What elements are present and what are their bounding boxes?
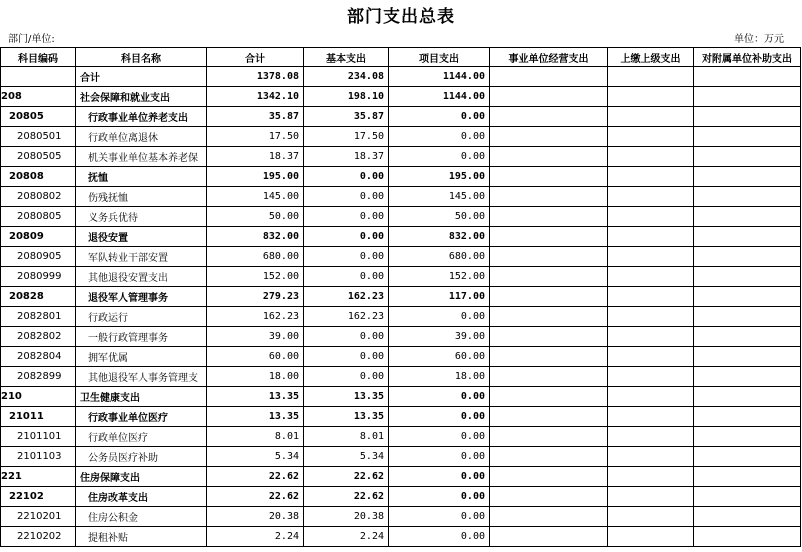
project-cell: 0.00 xyxy=(389,407,490,427)
subsidy-cell xyxy=(694,387,801,407)
header-cell: 上缴上级支出 xyxy=(608,48,694,67)
name-cell: 拥军优属 xyxy=(76,347,207,367)
business-cell xyxy=(490,147,608,167)
remit-cell xyxy=(608,367,694,387)
basic-cell: 18.37 xyxy=(304,147,389,167)
subsidy-cell xyxy=(694,247,801,267)
name-cell: 卫生健康支出 xyxy=(76,387,207,407)
total-cell: 5.34 xyxy=(207,447,304,467)
total-cell: 18.00 xyxy=(207,367,304,387)
project-cell: 50.00 xyxy=(389,207,490,227)
name-cell: 行政事业单位医疗 xyxy=(76,407,207,427)
department-label: 部门/单位: xyxy=(8,34,55,45)
business-cell xyxy=(490,267,608,287)
subsidy-cell xyxy=(694,487,801,507)
code-cell: 2080805 xyxy=(1,207,76,227)
remit-cell xyxy=(608,527,694,547)
name-cell: 军队转业干部安置 xyxy=(76,247,207,267)
code-cell: 2210202 xyxy=(1,527,76,547)
business-cell xyxy=(490,387,608,407)
total-cell: 162.23 xyxy=(207,307,304,327)
subsidy-cell xyxy=(694,87,801,107)
project-cell: 0.00 xyxy=(389,527,490,547)
name-cell: 行政事业单位养老支出 xyxy=(76,107,207,127)
table-row xyxy=(1,407,801,427)
project-cell: 145.00 xyxy=(389,187,490,207)
business-cell xyxy=(490,527,608,547)
project-cell: 0.00 xyxy=(389,487,490,507)
business-cell xyxy=(490,367,608,387)
subsidy-cell xyxy=(694,227,801,247)
basic-cell: 162.23 xyxy=(304,307,389,327)
total-cell: 39.00 xyxy=(207,327,304,347)
basic-cell: 0.00 xyxy=(304,247,389,267)
table-row xyxy=(1,87,801,107)
remit-cell xyxy=(608,327,694,347)
business-cell xyxy=(490,307,608,327)
project-cell: 152.00 xyxy=(389,267,490,287)
code-cell: 20828 xyxy=(1,287,76,307)
project-cell: 0.00 xyxy=(389,107,490,127)
business-cell xyxy=(490,467,608,487)
subsidy-cell xyxy=(694,427,801,447)
project-cell: 680.00 xyxy=(389,247,490,267)
code-cell: 2080505 xyxy=(1,147,76,167)
code-cell: 2101101 xyxy=(1,427,76,447)
name-cell: 行政单位离退休 xyxy=(76,127,207,147)
business-cell xyxy=(490,287,608,307)
basic-cell: 0.00 xyxy=(304,227,389,247)
name-cell: 其他退役军人事务管理支 xyxy=(76,367,207,387)
header-cell: 科目名称 xyxy=(76,48,207,67)
subsidy-cell xyxy=(694,267,801,287)
remit-cell xyxy=(608,107,694,127)
basic-cell: 13.35 xyxy=(304,407,389,427)
table-row xyxy=(1,107,801,127)
total-cell: 50.00 xyxy=(207,207,304,227)
table-row xyxy=(1,307,801,327)
remit-cell xyxy=(608,407,694,427)
subsidy-cell xyxy=(694,467,801,487)
code-cell: 2082804 xyxy=(1,347,76,367)
code-cell: 210 xyxy=(1,387,76,407)
business-cell xyxy=(490,487,608,507)
remit-cell xyxy=(608,467,694,487)
table-row xyxy=(1,247,801,267)
remit-cell xyxy=(608,487,694,507)
code-cell: 2082801 xyxy=(1,307,76,327)
project-cell: 18.00 xyxy=(389,367,490,387)
basic-cell: 0.00 xyxy=(304,167,389,187)
header-cell: 基本支出 xyxy=(304,48,389,67)
expenditure-table xyxy=(0,47,801,547)
header-cell: 合计 xyxy=(207,48,304,67)
remit-cell xyxy=(608,227,694,247)
subsidy-cell xyxy=(694,207,801,227)
total-cell: 152.00 xyxy=(207,267,304,287)
business-cell xyxy=(490,447,608,467)
project-cell: 1144.00 xyxy=(389,67,490,87)
remit-cell xyxy=(608,307,694,327)
name-cell: 其他退役安置支出 xyxy=(76,267,207,287)
code-cell: 2101103 xyxy=(1,447,76,467)
name-cell: 抚恤 xyxy=(76,167,207,187)
table-row xyxy=(1,507,801,527)
remit-cell xyxy=(608,147,694,167)
header-row xyxy=(1,48,801,67)
code-cell: 2210201 xyxy=(1,507,76,527)
basic-cell: 2.24 xyxy=(304,527,389,547)
total-cell: 18.37 xyxy=(207,147,304,167)
header-cell: 对附属单位补助支出 xyxy=(694,48,801,67)
project-cell: 0.00 xyxy=(389,127,490,147)
total-cell: 8.01 xyxy=(207,427,304,447)
subsidy-cell xyxy=(694,187,801,207)
table-row xyxy=(1,347,801,367)
table-row xyxy=(1,327,801,347)
code-cell: 20805 xyxy=(1,107,76,127)
name-cell: 义务兵优待 xyxy=(76,207,207,227)
table-row xyxy=(1,427,801,447)
subsidy-cell xyxy=(694,107,801,127)
remit-cell xyxy=(608,247,694,267)
total-cell: 13.35 xyxy=(207,407,304,427)
total-cell: 145.00 xyxy=(207,187,304,207)
total-cell: 22.62 xyxy=(207,487,304,507)
total-cell: 832.00 xyxy=(207,227,304,247)
project-cell: 60.00 xyxy=(389,347,490,367)
basic-cell: 0.00 xyxy=(304,207,389,227)
table-row xyxy=(1,527,801,547)
remit-cell xyxy=(608,87,694,107)
table-row xyxy=(1,267,801,287)
remit-cell xyxy=(608,347,694,367)
business-cell xyxy=(490,67,608,87)
basic-cell: 35.87 xyxy=(304,107,389,127)
name-cell: 行政单位医疗 xyxy=(76,427,207,447)
business-cell xyxy=(490,327,608,347)
total-cell: 680.00 xyxy=(207,247,304,267)
name-cell: 住房改革支出 xyxy=(76,487,207,507)
business-cell xyxy=(490,127,608,147)
basic-cell: 0.00 xyxy=(304,267,389,287)
basic-cell: 0.00 xyxy=(304,367,389,387)
total-cell: 13.35 xyxy=(207,387,304,407)
basic-cell: 13.35 xyxy=(304,387,389,407)
total-cell: 1342.10 xyxy=(207,87,304,107)
total-cell: 60.00 xyxy=(207,347,304,367)
page-title: 部门支出总表 xyxy=(347,7,455,27)
table-row xyxy=(1,147,801,167)
total-cell: 195.00 xyxy=(207,167,304,187)
name-cell: 提租补贴 xyxy=(76,527,207,547)
table-row xyxy=(1,467,801,487)
remit-cell xyxy=(608,187,694,207)
name-cell: 退役安置 xyxy=(76,227,207,247)
subsidy-cell xyxy=(694,307,801,327)
header-cell: 科目编码 xyxy=(1,48,76,67)
subsidy-cell xyxy=(694,147,801,167)
project-cell: 0.00 xyxy=(389,307,490,327)
table-row xyxy=(1,287,801,307)
remit-cell xyxy=(608,427,694,447)
total-cell: 20.38 xyxy=(207,507,304,527)
code-cell xyxy=(1,67,76,87)
table-row xyxy=(1,187,801,207)
table-row xyxy=(1,127,801,147)
table-row xyxy=(1,67,801,87)
total-cell: 17.50 xyxy=(207,127,304,147)
project-cell: 117.00 xyxy=(389,287,490,307)
project-cell: 0.00 xyxy=(389,147,490,167)
code-cell: 21011 xyxy=(1,407,76,427)
remit-cell xyxy=(608,287,694,307)
subsidy-cell xyxy=(694,327,801,347)
subsidy-cell xyxy=(694,367,801,387)
table-row xyxy=(1,447,801,467)
basic-cell: 17.50 xyxy=(304,127,389,147)
name-cell: 行政运行 xyxy=(76,307,207,327)
code-cell: 2080905 xyxy=(1,247,76,267)
business-cell xyxy=(490,107,608,127)
project-cell: 39.00 xyxy=(389,327,490,347)
basic-cell: 0.00 xyxy=(304,347,389,367)
business-cell xyxy=(490,427,608,447)
business-cell xyxy=(490,87,608,107)
name-cell: 住房保障支出 xyxy=(76,467,207,487)
basic-cell: 162.23 xyxy=(304,287,389,307)
total-cell: 22.62 xyxy=(207,467,304,487)
name-cell: 社会保障和就业支出 xyxy=(76,87,207,107)
total-cell: 279.23 xyxy=(207,287,304,307)
name-cell: 一般行政管理事务 xyxy=(76,327,207,347)
code-cell: 20809 xyxy=(1,227,76,247)
basic-cell: 0.00 xyxy=(304,327,389,347)
name-cell: 退役军人管理事务 xyxy=(76,287,207,307)
code-cell: 221 xyxy=(1,467,76,487)
business-cell xyxy=(490,407,608,427)
code-cell: 208 xyxy=(1,87,76,107)
project-cell: 0.00 xyxy=(389,447,490,467)
subsidy-cell xyxy=(694,527,801,547)
basic-cell: 20.38 xyxy=(304,507,389,527)
project-cell: 0.00 xyxy=(389,507,490,527)
basic-cell: 234.08 xyxy=(304,67,389,87)
name-cell: 住房公积金 xyxy=(76,507,207,527)
code-cell: 22102 xyxy=(1,487,76,507)
business-cell xyxy=(490,247,608,267)
unit-label: 单位：万元 xyxy=(734,34,784,45)
subsidy-cell xyxy=(694,447,801,467)
subsidy-cell xyxy=(694,167,801,187)
remit-cell xyxy=(608,167,694,187)
header-cell: 项目支出 xyxy=(389,48,490,67)
basic-cell: 198.10 xyxy=(304,87,389,107)
table-row xyxy=(1,207,801,227)
header-cell: 事业单位经营支出 xyxy=(490,48,608,67)
basic-cell: 22.62 xyxy=(304,487,389,507)
subsidy-cell xyxy=(694,407,801,427)
project-cell: 832.00 xyxy=(389,227,490,247)
total-cell: 2.24 xyxy=(207,527,304,547)
table-row xyxy=(1,387,801,407)
code-cell: 2082802 xyxy=(1,327,76,347)
name-cell: 合计 xyxy=(76,67,207,87)
remit-cell xyxy=(608,447,694,467)
basic-cell: 5.34 xyxy=(304,447,389,467)
code-cell: 2082899 xyxy=(1,367,76,387)
project-cell: 195.00 xyxy=(389,167,490,187)
business-cell xyxy=(490,347,608,367)
basic-cell: 8.01 xyxy=(304,427,389,447)
project-cell: 0.00 xyxy=(389,387,490,407)
project-cell: 1144.00 xyxy=(389,87,490,107)
name-cell: 机关事业单位基本养老保 xyxy=(76,147,207,167)
subsidy-cell xyxy=(694,347,801,367)
subsidy-cell xyxy=(694,287,801,307)
code-cell: 2080802 xyxy=(1,187,76,207)
business-cell xyxy=(490,187,608,207)
basic-cell: 0.00 xyxy=(304,187,389,207)
business-cell xyxy=(490,207,608,227)
remit-cell xyxy=(608,267,694,287)
table-row xyxy=(1,367,801,387)
remit-cell xyxy=(608,387,694,407)
code-cell: 2080999 xyxy=(1,267,76,287)
subsidy-cell xyxy=(694,127,801,147)
subsidy-cell xyxy=(694,507,801,527)
total-cell: 1378.08 xyxy=(207,67,304,87)
table-row xyxy=(1,167,801,187)
remit-cell xyxy=(608,207,694,227)
project-cell: 0.00 xyxy=(389,427,490,447)
remit-cell xyxy=(608,127,694,147)
basic-cell: 22.62 xyxy=(304,467,389,487)
name-cell: 公务员医疗补助 xyxy=(76,447,207,467)
remit-cell xyxy=(608,67,694,87)
business-cell xyxy=(490,227,608,247)
table-row xyxy=(1,487,801,507)
table-row xyxy=(1,227,801,247)
business-cell xyxy=(490,167,608,187)
business-cell xyxy=(490,507,608,527)
subsidy-cell xyxy=(694,67,801,87)
project-cell: 0.00 xyxy=(389,467,490,487)
total-cell: 35.87 xyxy=(207,107,304,127)
remit-cell xyxy=(608,507,694,527)
name-cell: 伤残抚恤 xyxy=(76,187,207,207)
code-cell: 2080501 xyxy=(1,127,76,147)
code-cell: 20808 xyxy=(1,167,76,187)
